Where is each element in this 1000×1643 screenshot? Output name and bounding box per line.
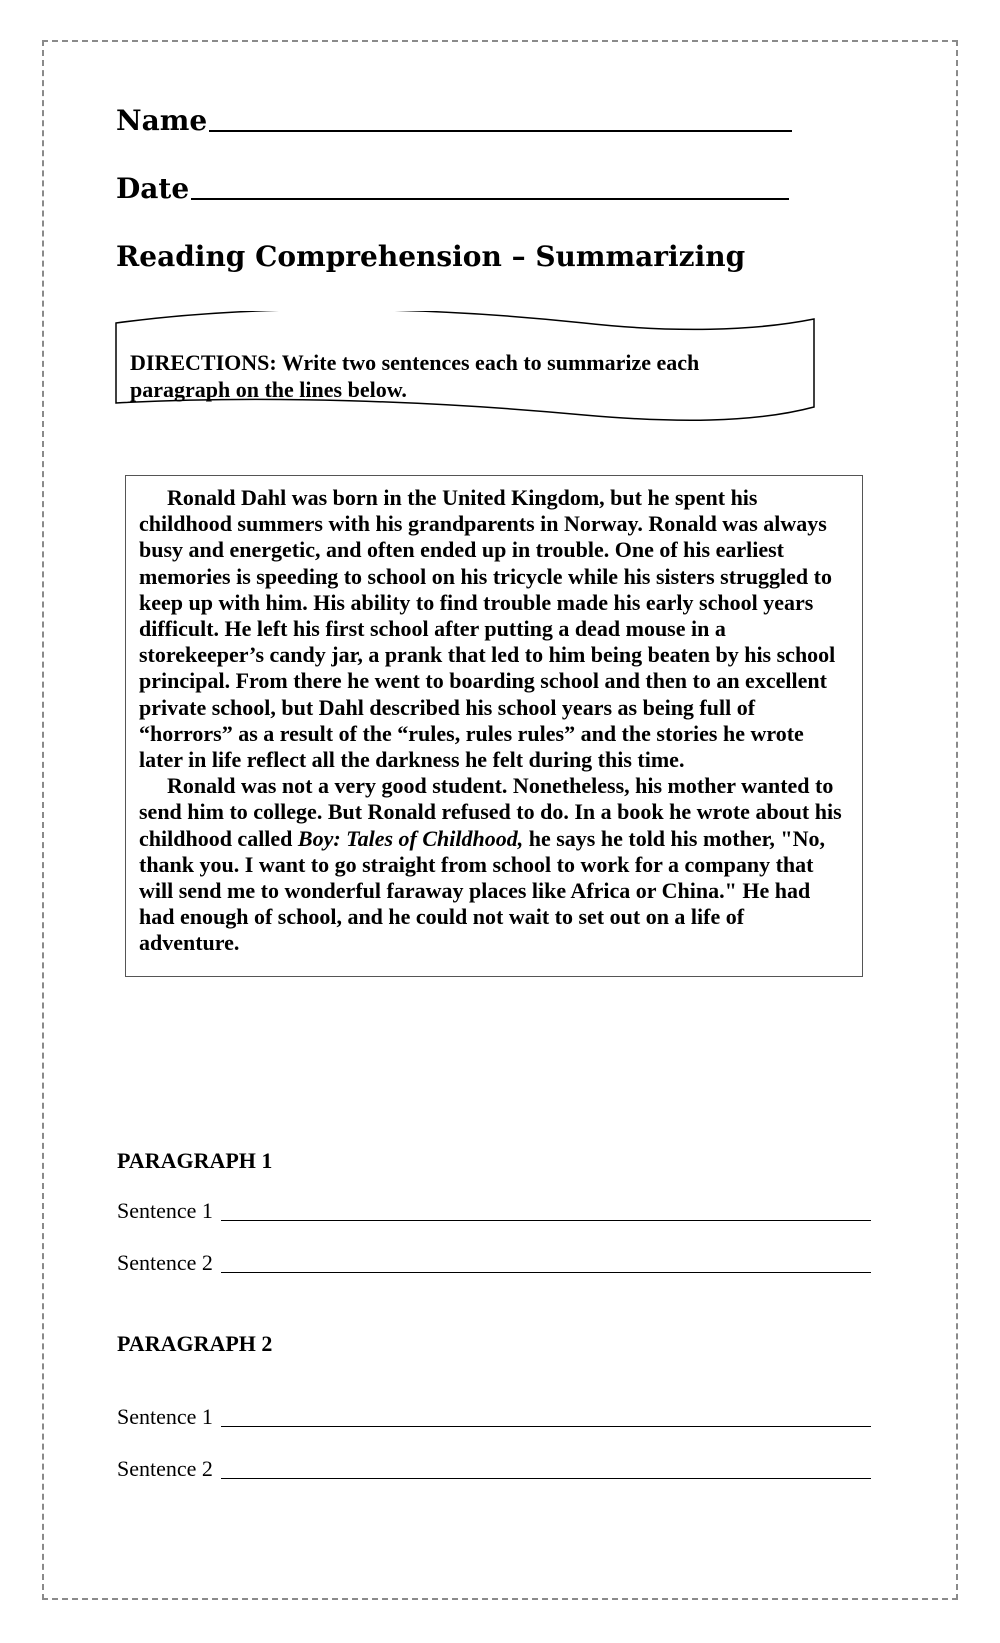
passage-paragraph-1: Ronald Dahl was born in the United Kingdom, but he spent his childhood summers with his grandparents in Norway. Ronald was always busy and energetic, and often ended up in trouble. One of his earliest memories is speeding to school on his tricycle while his sisters struggled to keep up with him. His ability to find trouble made his early school years difficult. He left his first school after putting a dead mouse in a storekeeper’s candy jar, a prank that led to him being beaten by his school principal. From there he went to boarding school and then to an excellent private school, but Dahl described his school years as being full of “horrors” as a result of the “rules, rules rules” and the stories he wrote later in life reflect all the darkness he felt during this time.: [139, 485, 836, 773]
directions-text: DIRECTIONS: Write two sentences each to summarize each paragraph on the lines below.: [130, 350, 700, 402]
paragraph-1-sentence-2[interactable]: [117, 1250, 871, 1276]
name-input-line[interactable]: [209, 130, 792, 132]
answer-line[interactable]: [221, 1220, 871, 1221]
paragraph-2-heading: PARAGRAPH 2: [117, 1331, 273, 1356]
paragraph-2-sentence-2[interactable]: [117, 1456, 871, 1482]
sentence-label: Sentence 2: [117, 1456, 213, 1481]
date-label: Date: [116, 172, 190, 205]
answer-line[interactable]: [221, 1478, 871, 1479]
paragraph-1-heading: PARAGRAPH 1: [117, 1148, 273, 1173]
date-field[interactable]: [116, 172, 789, 206]
paragraph-1-sentence-1[interactable]: [117, 1198, 871, 1224]
reading-passage: [125, 475, 863, 977]
paragraph2-text-before: Ronald was not a very good student. Nonetheless, his mother wanted to send him to college. But Ronald refused to do. In a book he wrote about his childhood called: [139, 773, 842, 851]
paragraph2-text-after: he says he told his mother, "No, thank you. I want to go straight from school to work for a company that will send me to wonderful faraway places like Africa or China." He had had enough of school, and he could not wait to set out on a life of adventure.: [139, 825, 825, 956]
worksheet-title: Reading Comprehension – Summarizing: [116, 240, 746, 273]
answer-line[interactable]: [221, 1426, 871, 1427]
name-label: Name: [116, 104, 208, 137]
name-field[interactable]: [116, 104, 792, 138]
sentence-label: Sentence 1: [117, 1198, 213, 1223]
directions-banner: [114, 311, 820, 441]
book-title: Boy: Tales of Childhood,: [297, 825, 524, 851]
date-input-line[interactable]: [191, 198, 789, 200]
answer-line[interactable]: [221, 1272, 871, 1273]
sentence-label: Sentence 2: [117, 1250, 213, 1275]
paragraph-2-sentence-1[interactable]: [117, 1404, 871, 1430]
passage-paragraph-2: [139, 773, 848, 956]
sentence-label: Sentence 1: [117, 1404, 213, 1429]
